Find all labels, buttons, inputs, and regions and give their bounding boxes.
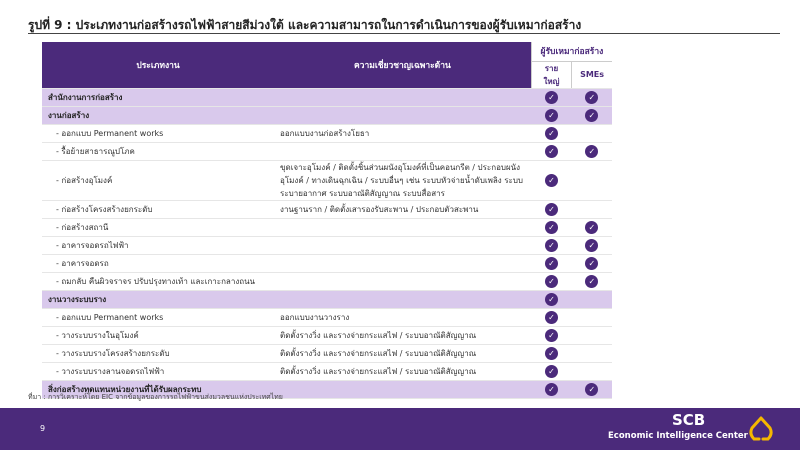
cell-sme (572, 362, 612, 380)
cell-sme (572, 124, 612, 142)
cell-sme (572, 106, 612, 124)
cell-type: - อาคารจอดรถ (42, 254, 274, 272)
cell-type: - ออกแบบ Permanent works (42, 124, 274, 142)
check-circle-icon: ✓ (585, 145, 598, 158)
cell-type: - ก่อสร้างโครงสร้างยกระดับ (42, 200, 274, 218)
scb-logo-icon (748, 416, 774, 442)
cell-type: - ก่อสร้างสถานี (42, 218, 274, 236)
header-expertise: ความเชี่ยวชาญเฉพาะด้าน (274, 42, 531, 88)
table-row (42, 218, 612, 236)
cell-sme (572, 218, 612, 236)
header-large: รายใหญ่ (531, 61, 571, 88)
header-type: ประเภทงาน (42, 42, 274, 88)
check-circle-icon: ✓ (585, 221, 598, 234)
cell-type: สำนักงานการก่อสร้าง (42, 88, 531, 106)
check-circle-icon: ✓ (545, 239, 558, 252)
cell-expertise: ออกแบบงานวางราง (274, 308, 531, 326)
check-circle-icon: ✓ (545, 383, 558, 396)
cell-expertise: ติดตั้งรางวิ่ง และรางจ่ายกระแสไฟ / ระบบอาณัติสัญญาณ (274, 362, 531, 380)
cell-large (531, 362, 571, 380)
page-number: 9 (40, 424, 46, 433)
cell-expertise: ขุดเจาะอุโมงค์ / ติดตั้งชิ้นส่วนผนังอุโมงค์ที่เป็นคอนกรีต / ประกอบผนังอุโมงค์ / ทางเดินฉุกเฉิน / ระบบอื่นๆ เช่น ระบบหัวจ่ายน้ำดับเพลิง ระบบระบายอากาศ ระบบอาณัติสัญญาณ ระบบสื่อสาร (274, 160, 531, 200)
check-circle-icon: ✓ (545, 145, 558, 158)
cell-sme (572, 142, 612, 160)
cell-sme (572, 308, 612, 326)
cell-sme (572, 160, 612, 200)
check-circle-icon: ✓ (545, 91, 558, 104)
cell-expertise (274, 254, 531, 272)
table-row (42, 308, 612, 326)
figure-title: รูปที่ 9 : ประเภทงานก่อสร้างรถไฟฟ้าสายสีม่วงใต้ และความสามารถในการดำเนินการของผู้รับเหมาก่อสร้าง (28, 18, 582, 32)
check-circle-icon: ✓ (585, 275, 598, 288)
section-row (42, 106, 612, 124)
cell-large (531, 142, 571, 160)
cell-type: - ก่อสร้างอุโมงค์ (42, 160, 274, 200)
cell-large (531, 272, 571, 290)
check-circle-icon: ✓ (545, 365, 558, 378)
check-circle-icon: ✓ (545, 293, 558, 306)
title-divider (28, 33, 780, 34)
cell-type: - วางระบบรางในอุโมงค์ (42, 326, 274, 344)
cell-expertise: ติดตั้งรางวิ่ง และรางจ่ายกระแสไฟ / ระบบอาณัติสัญญาณ (274, 326, 531, 344)
construction-table (42, 42, 612, 399)
cell-expertise: ติดตั้งรางวิ่ง และรางจ่ายกระแสไฟ / ระบบอาณัติสัญญาณ (274, 344, 531, 362)
cell-large (531, 308, 571, 326)
cell-large (531, 380, 571, 398)
cell-large (531, 124, 571, 142)
cell-large (531, 236, 571, 254)
table-row (42, 142, 612, 160)
cell-sme (572, 200, 612, 218)
cell-sme (572, 380, 612, 398)
cell-type: - ถมกลับ คืนผิวจราจร ปรับปรุงทางเท้า และเกาะกลางถนน (42, 272, 274, 290)
cell-expertise: ออกแบบงานก่อสร้างโยธา (274, 124, 531, 142)
check-circle-icon: ✓ (545, 203, 558, 216)
cell-type: - รื้อย้ายสาธารณูปโภค (42, 142, 274, 160)
cell-type: งานวางระบบราง (42, 290, 531, 308)
cell-sme (572, 326, 612, 344)
check-circle-icon: ✓ (545, 257, 558, 270)
check-circle-icon: ✓ (585, 239, 598, 252)
cell-type: งานก่อสร้าง (42, 106, 531, 124)
cell-type: - วางระบบรางลานจอดรถไฟฟ้า (42, 362, 274, 380)
cell-type: - วางระบบรางโครงสร้างยกระดับ (42, 344, 274, 362)
cell-sme (572, 236, 612, 254)
table-row (42, 160, 612, 200)
cell-large (531, 290, 571, 308)
check-circle-icon: ✓ (585, 257, 598, 270)
cell-expertise: งานฐานราก / ติดตั้งเสารองรับสะพาน / ประกอบตัวสะพาน (274, 200, 531, 218)
cell-large (531, 106, 571, 124)
cell-expertise (274, 236, 531, 254)
section-row (42, 290, 612, 308)
cell-sme (572, 254, 612, 272)
cell-large (531, 254, 571, 272)
cell-sme (572, 344, 612, 362)
table-row (42, 272, 612, 290)
cell-large (531, 160, 571, 200)
cell-large (531, 218, 571, 236)
check-circle-icon: ✓ (545, 311, 558, 324)
check-circle-icon: ✓ (585, 109, 598, 122)
check-circle-icon: ✓ (545, 174, 558, 187)
cell-expertise (274, 142, 531, 160)
table-row (42, 124, 612, 142)
section-row (42, 88, 612, 106)
cell-large (531, 344, 571, 362)
check-circle-icon: ✓ (545, 221, 558, 234)
check-circle-icon: ✓ (545, 329, 558, 342)
table-row (42, 254, 612, 272)
cell-expertise (274, 272, 531, 290)
brand-subtitle: Economic Intelligence Center (608, 431, 748, 441)
cell-large (531, 200, 571, 218)
source-note: ที่มา : การวิเคราะห์โดย EIC จากข้อมูลของการรถไฟฟ้าขนส่งมวลชนแห่งประเทศไทย (28, 393, 283, 401)
check-circle-icon: ✓ (585, 383, 598, 396)
footer-bar (0, 408, 800, 450)
table-row (42, 200, 612, 218)
check-circle-icon: ✓ (545, 127, 558, 140)
cell-type: - อาคารจอดรถไฟฟ้า (42, 236, 274, 254)
header-sme: SMEs (572, 61, 612, 88)
cell-sme (572, 272, 612, 290)
cell-sme (572, 88, 612, 106)
header-contractor: ผู้รับเหมาก่อสร้าง (531, 42, 612, 61)
cell-type: - ออกแบบ Permanent works (42, 308, 274, 326)
cell-large (531, 88, 571, 106)
cell-type: สิ่งก่อสร้างทดแทนหน่วยงานที่ได้รับผลกระทบ (42, 380, 531, 398)
cell-expertise (274, 218, 531, 236)
brand-name: SCB (672, 411, 706, 429)
check-circle-icon: ✓ (545, 109, 558, 122)
table-row (42, 326, 612, 344)
table-row (42, 236, 612, 254)
table-row (42, 344, 612, 362)
check-circle-icon: ✓ (545, 275, 558, 288)
cell-large (531, 326, 571, 344)
cell-sme (572, 290, 612, 308)
table-row (42, 362, 612, 380)
check-circle-icon: ✓ (545, 347, 558, 360)
check-circle-icon: ✓ (585, 91, 598, 104)
